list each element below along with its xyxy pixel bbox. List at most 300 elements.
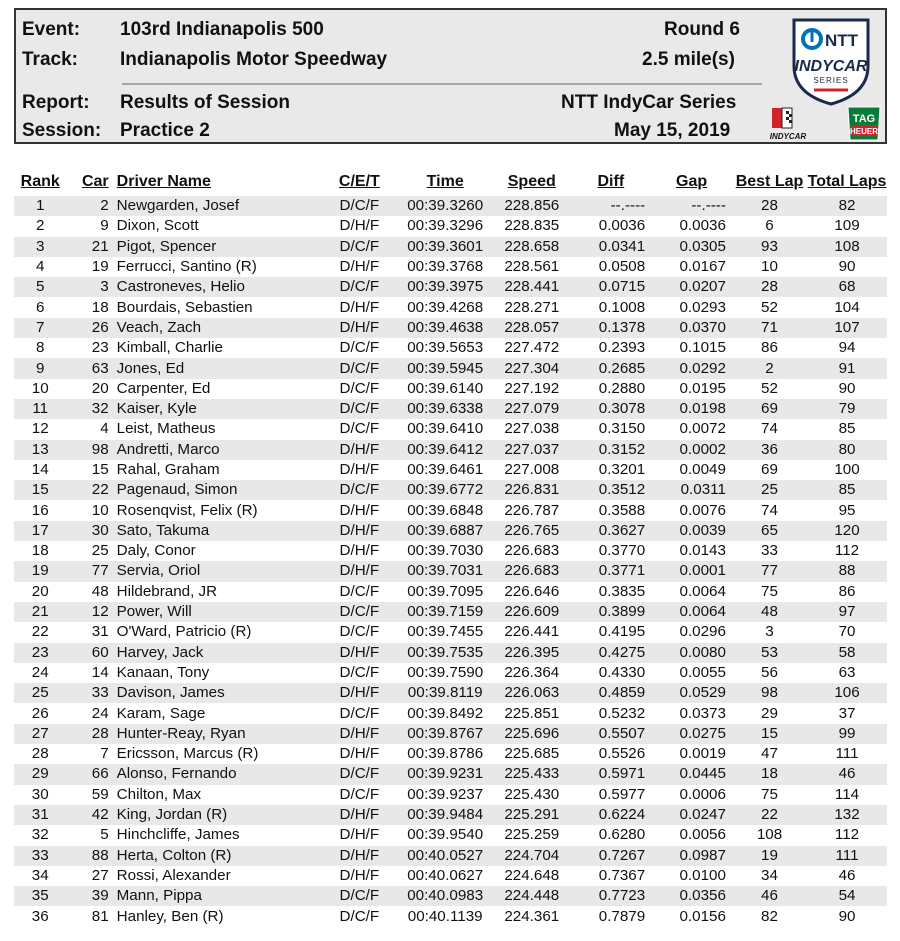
cell-gap: 0.0036	[679, 217, 726, 235]
cell-car-number: 33	[66, 683, 116, 703]
cell-diff: 0.2393	[598, 339, 646, 357]
cell-rank: 15	[14, 480, 66, 500]
cell-diff: 0.4275	[570, 643, 651, 663]
cell-lap-time: 00:39.5945	[397, 358, 493, 378]
cell-speed: 227.037	[493, 440, 570, 460]
session-date: May 15, 2019	[614, 120, 731, 141]
table-row	[14, 622, 887, 642]
cell-cet: D/C/F	[321, 886, 397, 906]
cell-rank: 26	[31, 704, 49, 722]
table-row	[14, 521, 887, 541]
cell-speed: 226.683	[493, 561, 570, 581]
cell-best-lap: 71	[732, 318, 807, 338]
cell-car-number: 14	[91, 663, 109, 681]
col-header-car: Car	[81, 173, 109, 190]
cell-lap-time: 00:39.4268	[407, 298, 484, 316]
cell-rank: 25	[14, 683, 66, 703]
cell-gap: 0.0296	[679, 623, 726, 641]
cell-driver-name: Ericsson, Marcus (R)	[116, 745, 259, 763]
cell-diff: 0.0341	[570, 237, 651, 257]
cell-gap: 0.0001	[651, 561, 732, 581]
cell-lap-time: 00:40.0627	[407, 866, 484, 884]
cell-rank: 31	[14, 805, 66, 825]
cell-lap-time: 00:39.6887	[397, 521, 493, 541]
col-header-total-laps: Total Laps	[807, 173, 887, 190]
report-value: Results of Session	[120, 92, 290, 113]
cell-rank: 12	[31, 420, 49, 438]
cell-rank: 1	[14, 196, 66, 216]
cell-best-lap: 6	[765, 217, 774, 235]
cell-lap-time: 00:39.6140	[407, 379, 484, 397]
cell-best-lap: 77	[732, 561, 807, 581]
cell-speed: 224.448	[493, 886, 570, 906]
cell-car-number: 3	[66, 277, 116, 297]
cell-lap-time: 00:39.6772	[397, 480, 493, 500]
cell-best-lap: 75	[761, 582, 778, 600]
cell-rank: 32	[31, 826, 49, 844]
cell-total-laps: 97	[807, 602, 887, 622]
indycar-small-text: INDYCAR	[769, 132, 807, 141]
cell-rank: 34	[31, 866, 49, 884]
table-row	[14, 237, 887, 257]
round-value: Round 6	[664, 19, 740, 40]
table-row	[14, 825, 887, 845]
cell-total-laps: 90	[838, 907, 856, 925]
cell-best-lap: 52	[761, 379, 778, 397]
cell-total-laps: 95	[838, 501, 856, 519]
cell-driver-name: Castroneves, Helio	[117, 277, 322, 297]
cell-total-laps: 80	[807, 440, 887, 460]
cell-speed: 225.291	[493, 805, 570, 825]
cell-total-laps: 107	[807, 318, 887, 338]
cell-diff: 0.3152	[570, 440, 651, 460]
cell-driver-name: O'Ward, Patricio (R)	[116, 623, 252, 641]
cell-lap-time: 00:39.8786	[407, 745, 484, 763]
cell-lap-time: 00:39.7159	[397, 602, 493, 622]
cell-cet: D/H/F	[339, 461, 380, 478]
cell-driver-name: Jones, Ed	[117, 358, 322, 378]
cell-diff: 0.6224	[570, 805, 651, 825]
cell-speed: 226.683	[504, 542, 560, 560]
cell-speed: 226.364	[504, 663, 560, 681]
cell-gap: 0.0076	[679, 501, 726, 519]
cell-diff: 0.3899	[570, 602, 651, 622]
table-row	[14, 582, 887, 602]
table-row	[14, 724, 887, 744]
cell-gap: 0.0198	[651, 399, 732, 419]
cell-diff: 0.3771	[570, 561, 651, 581]
cell-rank: 4	[36, 258, 45, 276]
cell-diff: 0.3201	[598, 461, 646, 478]
cell-car-number: 31	[91, 623, 109, 641]
report-label: Report:	[22, 92, 90, 113]
cell-driver-name: Kanaan, Tony	[116, 663, 210, 681]
cell-lap-time: 00:39.7030	[407, 542, 484, 560]
cell-best-lap: 82	[761, 907, 778, 925]
cell-best-lap: 65	[732, 521, 807, 541]
cell-diff: 0.5971	[570, 764, 651, 784]
cell-cet: D/C/F	[321, 764, 397, 784]
col-header-rank: Rank	[20, 173, 60, 190]
cell-total-laps: 111	[835, 745, 859, 763]
results-table	[14, 168, 887, 927]
cell-cet: D/C/F	[339, 582, 380, 600]
cell-car-number: 12	[66, 602, 116, 622]
cell-gap: 0.0143	[679, 542, 726, 560]
cell-driver-name: Kimball, Charlie	[116, 339, 224, 357]
table-row	[14, 683, 887, 703]
table-row	[14, 460, 887, 480]
cell-rank: 33	[14, 846, 66, 866]
table-row	[14, 257, 887, 277]
cell-diff: --.----	[570, 196, 651, 216]
table-row	[14, 764, 887, 784]
cell-driver-name: Hanley, Ben (R)	[116, 907, 224, 925]
table-row	[14, 541, 887, 561]
cell-car-number: 25	[91, 542, 109, 560]
session-value: Practice 2	[120, 120, 210, 141]
cell-speed: 226.063	[493, 683, 570, 703]
cell-rank: 3	[14, 237, 66, 257]
table-row	[14, 480, 887, 500]
table-row	[14, 379, 887, 399]
cell-total-laps: 54	[807, 886, 887, 906]
cell-best-lap: 69	[761, 461, 778, 478]
cell-driver-name: Hildebrand, JR	[116, 582, 218, 600]
event-value: 103rd Indianapolis 500	[120, 19, 324, 40]
cell-cet: D/C/F	[339, 663, 380, 681]
table-row	[14, 216, 887, 236]
cell-best-lap: 25	[732, 480, 807, 500]
cell-cet: D/H/F	[339, 542, 380, 560]
cell-total-laps: 106	[807, 683, 887, 703]
cell-driver-name: Leist, Matheus	[116, 420, 216, 438]
col-header-best-lap: Best Lap	[735, 173, 804, 190]
cell-cet: D/C/F	[339, 785, 380, 803]
cell-diff: 0.3150	[598, 420, 646, 438]
cell-car-number: 28	[66, 724, 116, 744]
indycar-logo-text: INDYCAR	[794, 58, 868, 75]
cell-car-number: 42	[66, 805, 116, 825]
cell-speed: 224.361	[504, 907, 560, 925]
cell-speed: 227.472	[504, 339, 560, 357]
cell-gap: 0.0275	[651, 724, 732, 744]
cell-car-number: 30	[66, 521, 116, 541]
cell-best-lap: 69	[732, 399, 807, 419]
cell-lap-time: 00:39.6848	[407, 501, 484, 519]
cell-gap: 0.0293	[679, 298, 726, 316]
cell-diff: 0.1378	[570, 318, 651, 338]
cell-total-laps: 90	[838, 379, 856, 397]
cell-car-number: 21	[66, 237, 116, 257]
cell-gap: 0.0305	[651, 237, 732, 257]
cell-lap-time: 00:39.3296	[407, 217, 484, 235]
col-header-time: Time	[426, 173, 464, 190]
table-row	[14, 866, 887, 886]
cell-gap: 0.0019	[679, 745, 726, 763]
cell-cet: D/H/F	[339, 826, 380, 844]
cell-speed: 228.835	[504, 217, 560, 235]
cell-total-laps: 91	[807, 358, 887, 378]
cell-best-lap: 36	[732, 440, 807, 460]
cell-total-laps: 37	[838, 704, 856, 722]
cell-driver-name: Alonso, Fernando	[117, 764, 322, 784]
cell-gap: 0.0195	[679, 379, 726, 397]
table-row	[14, 886, 887, 906]
cell-best-lap: 74	[761, 501, 778, 519]
cell-lap-time: 00:39.8767	[397, 724, 493, 744]
cell-car-number: 26	[66, 318, 116, 338]
cell-car-number: 18	[91, 298, 109, 316]
table-row	[14, 906, 887, 926]
cell-lap-time: 00:39.7031	[397, 561, 493, 581]
cell-total-laps: 100	[834, 461, 860, 478]
cell-gap: 0.0072	[679, 420, 726, 438]
cell-gap: 0.0156	[679, 907, 726, 925]
cell-cet: D/H/F	[339, 501, 380, 519]
cell-gap: 0.0356	[651, 886, 732, 906]
header-divider	[122, 83, 762, 85]
cell-diff: 0.1008	[598, 298, 646, 316]
cell-diff: 0.3512	[570, 480, 651, 500]
cell-diff: 0.4330	[598, 663, 646, 681]
col-header-diff: Diff	[597, 173, 625, 190]
cell-lap-time: 00:39.8119	[397, 683, 493, 703]
cell-best-lap: 48	[732, 602, 807, 622]
cell-speed: 227.079	[493, 399, 570, 419]
cell-rank: 9	[14, 358, 66, 378]
cell-cet: D/C/F	[321, 358, 397, 378]
cell-driver-name: Chilton, Max	[116, 785, 202, 803]
cell-total-laps: 63	[838, 663, 856, 681]
cell-driver-name: Veach, Zach	[117, 318, 322, 338]
cell-rank: 5	[14, 277, 66, 297]
cell-gap: 0.0311	[651, 480, 732, 500]
cell-car-number: 20	[91, 379, 109, 397]
cell-rank: 30	[31, 785, 49, 803]
cell-diff: 0.5526	[598, 745, 646, 763]
cell-cet: D/H/F	[321, 805, 397, 825]
cell-speed: 226.787	[504, 501, 560, 519]
cell-driver-name: Newgarden, Josef	[117, 196, 322, 216]
cell-total-laps: 58	[807, 643, 887, 663]
cell-gap: 0.0055	[679, 663, 726, 681]
cell-rank: 23	[14, 643, 66, 663]
cell-best-lap: 3	[765, 623, 774, 641]
cell-gap: 0.0445	[651, 764, 732, 784]
cell-diff: 0.4859	[570, 683, 651, 703]
cell-lap-time: 00:39.3975	[397, 277, 493, 297]
cell-speed: 228.561	[504, 258, 560, 276]
cell-total-laps: 120	[807, 521, 887, 541]
cell-diff: 0.7367	[598, 866, 646, 884]
cell-driver-name: Ferrucci, Santino (R)	[116, 258, 257, 276]
cell-cet: D/C/F	[321, 237, 397, 257]
cell-speed: 226.646	[504, 582, 560, 600]
cell-cet: D/H/F	[339, 298, 380, 316]
cell-driver-name: Harvey, Jack	[117, 643, 322, 663]
cell-lap-time: 00:39.3768	[407, 258, 484, 276]
cell-cet: D/H/F	[339, 745, 380, 763]
cell-diff: 0.3835	[598, 582, 646, 600]
cell-rank: 18	[31, 542, 49, 560]
cell-lap-time: 00:39.9540	[407, 826, 484, 844]
cell-best-lap: 15	[732, 724, 807, 744]
cell-diff: 0.3078	[570, 399, 651, 419]
cell-total-laps: 46	[807, 764, 887, 784]
cell-speed: 228.856	[493, 196, 570, 216]
cell-total-laps: 109	[834, 217, 860, 235]
cell-speed: 225.685	[504, 745, 560, 763]
cell-gap: 0.0207	[651, 277, 732, 297]
cell-car-number: 24	[91, 704, 109, 722]
cell-rank: 36	[31, 907, 49, 925]
cell-best-lap: 33	[761, 542, 778, 560]
cell-cet: D/C/F	[339, 907, 380, 925]
cell-diff: 0.5232	[598, 704, 646, 722]
cell-diff: 0.5977	[598, 785, 646, 803]
cell-driver-name: Karam, Sage	[116, 704, 206, 722]
cell-driver-name: Pigot, Spencer	[117, 237, 322, 257]
table-row	[14, 419, 887, 439]
cell-rank: 11	[14, 399, 66, 419]
cell-total-laps: 85	[807, 480, 887, 500]
cell-speed: 224.648	[504, 866, 560, 884]
cell-gap: 0.0100	[679, 866, 726, 884]
cell-cet: D/C/F	[321, 399, 397, 419]
session-label: Session:	[22, 120, 102, 141]
cell-rank: 27	[14, 724, 66, 744]
cell-diff: 0.0715	[570, 277, 651, 297]
table-row	[14, 196, 887, 216]
cell-driver-name: King, Jordan (R)	[117, 805, 322, 825]
table-row	[14, 318, 887, 338]
table-row	[14, 805, 887, 825]
cell-gap: 0.0167	[679, 258, 726, 276]
col-header-cet: C/E/T	[338, 173, 380, 190]
table-row	[14, 602, 887, 622]
cell-best-lap: 2	[732, 358, 807, 378]
cell-diff: 0.3627	[570, 521, 651, 541]
cell-gap: 0.1015	[679, 339, 726, 357]
cell-lap-time: 00:39.9237	[407, 785, 484, 803]
cell-lap-time: 00:39.6412	[397, 440, 493, 460]
cell-speed: 226.609	[493, 602, 570, 622]
cell-cet: D/C/F	[339, 704, 380, 722]
cell-cet: D/H/F	[321, 643, 397, 663]
cell-lap-time: 00:40.0527	[397, 846, 493, 866]
cell-lap-time: 00:39.6410	[407, 420, 484, 438]
col-header-gap: Gap	[676, 173, 708, 190]
cell-best-lap: 108	[756, 826, 783, 844]
cell-car-number: 81	[91, 907, 109, 925]
cell-car-number: 4	[100, 420, 109, 438]
cell-best-lap: 10	[761, 258, 778, 276]
cell-best-lap: 18	[732, 764, 807, 784]
cell-speed: 224.704	[493, 846, 570, 866]
table-row	[14, 785, 887, 805]
cell-speed: 226.441	[504, 623, 560, 641]
cell-gap: 0.0064	[651, 602, 732, 622]
cell-lap-time: 00:39.7095	[407, 582, 484, 600]
cell-car-number: 15	[91, 461, 109, 478]
cell-total-laps: 68	[807, 277, 887, 297]
cell-total-laps: 86	[838, 582, 856, 600]
cell-total-laps: 99	[807, 724, 887, 744]
cell-driver-name: Kaiser, Kyle	[117, 399, 322, 419]
cell-diff: 0.0508	[598, 258, 646, 276]
cell-speed: 226.395	[493, 643, 570, 663]
cell-gap: 0.0080	[651, 643, 732, 663]
cell-driver-name: Andretti, Marco	[117, 440, 322, 460]
cell-diff: 0.7267	[570, 846, 651, 866]
cell-speed: 228.271	[504, 298, 560, 316]
cell-car-number: 5	[100, 826, 109, 844]
cell-lap-time: 00:39.7590	[407, 663, 484, 681]
cell-total-laps: 132	[807, 805, 887, 825]
cell-car-number: 2	[66, 196, 116, 216]
tag-heuer-logo	[844, 104, 884, 144]
cell-speed: 225.433	[493, 764, 570, 784]
cell-gap: 0.0987	[651, 846, 732, 866]
cell-cet: D/H/F	[339, 258, 380, 276]
cell-car-number: 10	[91, 501, 109, 519]
table-row	[14, 399, 887, 419]
cell-lap-time: 00:39.6461	[407, 461, 484, 478]
cell-rank: 19	[14, 561, 66, 581]
cell-cet: D/C/F	[339, 339, 380, 357]
cell-cet: D/C/F	[339, 623, 380, 641]
cell-total-laps: 85	[838, 420, 856, 438]
cell-lap-time: 00:39.7455	[407, 623, 484, 641]
event-label: Event:	[22, 19, 81, 40]
cell-driver-name: Mann, Pippa	[117, 886, 322, 906]
cell-car-number: 22	[66, 480, 116, 500]
cell-best-lap: 22	[732, 805, 807, 825]
cell-lap-time: 00:39.9231	[397, 764, 493, 784]
cell-car-number: 27	[91, 866, 109, 884]
cell-cet: D/H/F	[321, 561, 397, 581]
table-row	[14, 643, 887, 663]
cell-cet: D/C/F	[321, 480, 397, 500]
cell-gap: 0.0056	[679, 826, 726, 844]
cell-cet: D/H/F	[339, 217, 380, 235]
cell-rank: 24	[31, 663, 49, 681]
cell-rank: 28	[31, 745, 49, 763]
cell-total-laps: 104	[834, 298, 860, 316]
cell-cet: D/C/F	[321, 196, 397, 216]
cell-driver-name: Hunter-Reay, Ryan	[117, 724, 322, 744]
cell-best-lap: 53	[732, 643, 807, 663]
cell-speed: 228.057	[493, 318, 570, 338]
col-header-driver: Driver Name	[116, 173, 211, 190]
cell-cet: D/C/F	[321, 277, 397, 297]
cell-driver-name: Herta, Colton (R)	[117, 846, 322, 866]
cell-total-laps: 94	[838, 339, 856, 357]
cell-driver-name: Rahal, Graham	[116, 461, 220, 478]
cell-lap-time: 00:39.3601	[397, 237, 493, 257]
heuer-text: HEUER	[849, 127, 879, 136]
cell-rank: 22	[31, 623, 49, 641]
cell-lap-time: 00:40.1139	[407, 907, 483, 925]
cell-speed: 225.430	[504, 785, 560, 803]
cell-best-lap: 74	[761, 420, 778, 438]
cell-car-number: 88	[66, 846, 116, 866]
col-header-speed: Speed	[507, 173, 556, 190]
table-row	[14, 561, 887, 581]
cell-total-laps: 112	[834, 826, 860, 844]
cell-cet: D/C/F	[339, 420, 380, 438]
